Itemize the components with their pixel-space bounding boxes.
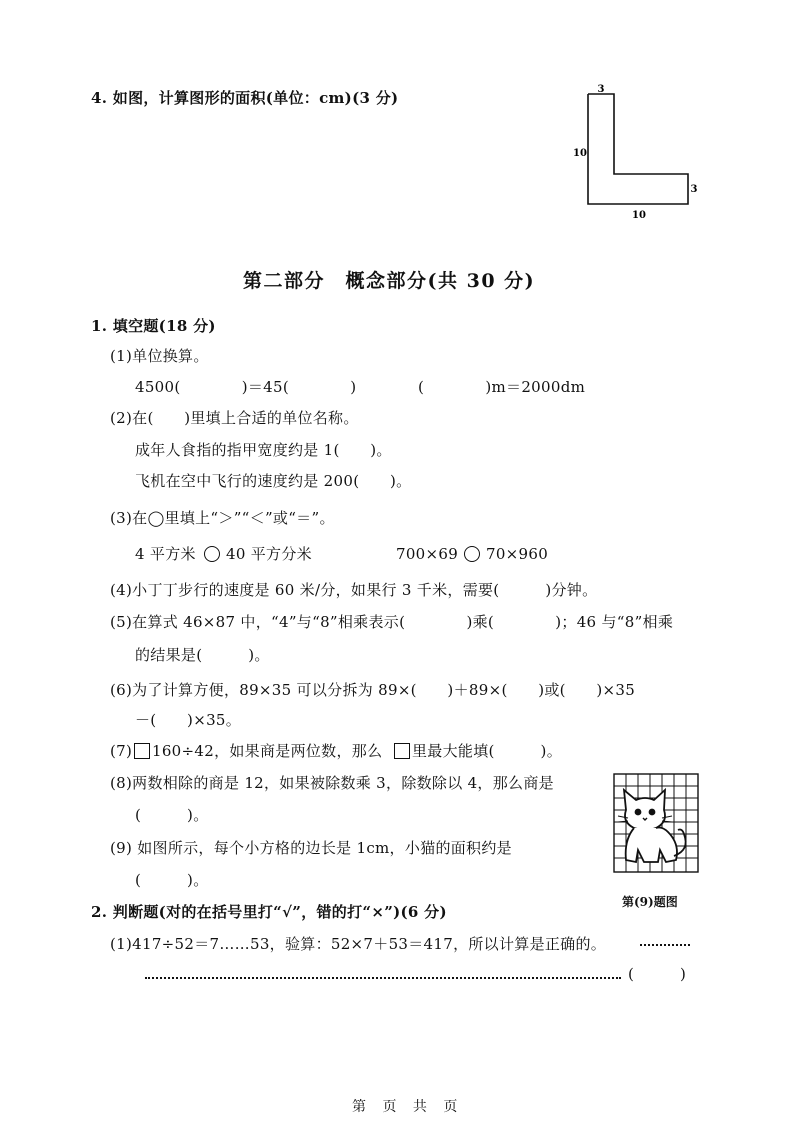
- s5-line1: (5)在算式 46×87 中，“4”与“8”相乘表示( )乘( )；46 与“8”相乘: [110, 613, 674, 631]
- cat-icon: [618, 790, 686, 862]
- section-title: 第二部分 概念部分(共 30 分): [243, 270, 536, 292]
- compare-circle-1[interactable]: [204, 546, 220, 562]
- l-shape-outline: [588, 94, 688, 204]
- digit-box-1[interactable]: [134, 743, 150, 759]
- judge-s1: (1)417÷52＝7……53，验算：52×7＋53＝417，所以计算是正确的。: [110, 935, 607, 953]
- dim-left: 10: [573, 148, 587, 159]
- s2-b: 飞机在空中飞行的速度约是 200( )。: [135, 472, 412, 490]
- s3-b-right: 70×960: [486, 545, 549, 563]
- s2-title: (2)在( )里填上合适的单位名称。: [110, 409, 359, 427]
- s3-b-left: 700×69: [396, 545, 459, 563]
- dotted-leader-2: [145, 977, 621, 979]
- dim-top: 3: [597, 84, 605, 95]
- s6-line2: －( )×35。: [135, 711, 242, 729]
- s1-b: ( )m＝2000dm: [418, 378, 586, 396]
- fill-heading: 1. 填空题(18 分): [91, 317, 216, 335]
- s3-a-left: 4 平方米: [135, 545, 196, 563]
- digit-box-2[interactable]: [394, 743, 410, 759]
- s2-a: 成年人食指的指甲宽度约是 1( )。: [135, 441, 392, 459]
- s3-a-right: 40 平方分米: [226, 545, 312, 563]
- s6-line1: (6)为了计算方便，89×35 可以分拆为 89×( )＋89×( )或( )×35: [110, 681, 636, 699]
- s8-line1: (8)两数相除的商是 12，如果被除数乘 3，除数除以 4，那么商是: [110, 774, 554, 792]
- judge-s1-answer[interactable]: ( ): [628, 965, 687, 983]
- s9-line1: (9) 如图所示，每个小方格的边长是 1cm，小猫的面积约是: [110, 839, 512, 857]
- s8-line2: ( )。: [135, 806, 209, 824]
- l-shape-figure: [570, 82, 710, 222]
- s4: (4)小丁丁步行的速度是 60 米/分，如果行 3 千米，需要( )分钟。: [110, 581, 598, 599]
- s3-title: (3)在◯里填上“＞”“＜”或“＝”。: [110, 509, 335, 527]
- compare-circle-2[interactable]: [464, 546, 480, 562]
- dim-right: 3: [690, 184, 698, 195]
- s7-rest: 160÷42，如果商是两位数，那么: [152, 742, 383, 760]
- cat-grid-figure: [610, 770, 700, 880]
- q4-text: 4. 如图，计算图形的面积(单位：cm)(3 分): [91, 89, 399, 107]
- s9-line2: ( )。: [135, 871, 209, 889]
- fig9-caption: 第(9)题图: [622, 895, 678, 909]
- s7-prefix: (7): [110, 742, 133, 760]
- s1-title: (1)单位换算。: [110, 347, 209, 365]
- dotted-leader-1: [640, 944, 690, 946]
- dim-bottom: 10: [632, 210, 646, 221]
- s1-a: 4500( )＝45( ): [135, 378, 357, 396]
- page-footer: 第 页 共 页: [352, 1099, 464, 1115]
- s5-line2: 的结果是( )。: [135, 646, 270, 664]
- judge-heading: 2. 判断题(对的在括号里打“√”，错的打“×”)(6 分): [91, 903, 447, 921]
- s7-tail: 里最大能填( )。: [412, 742, 563, 760]
